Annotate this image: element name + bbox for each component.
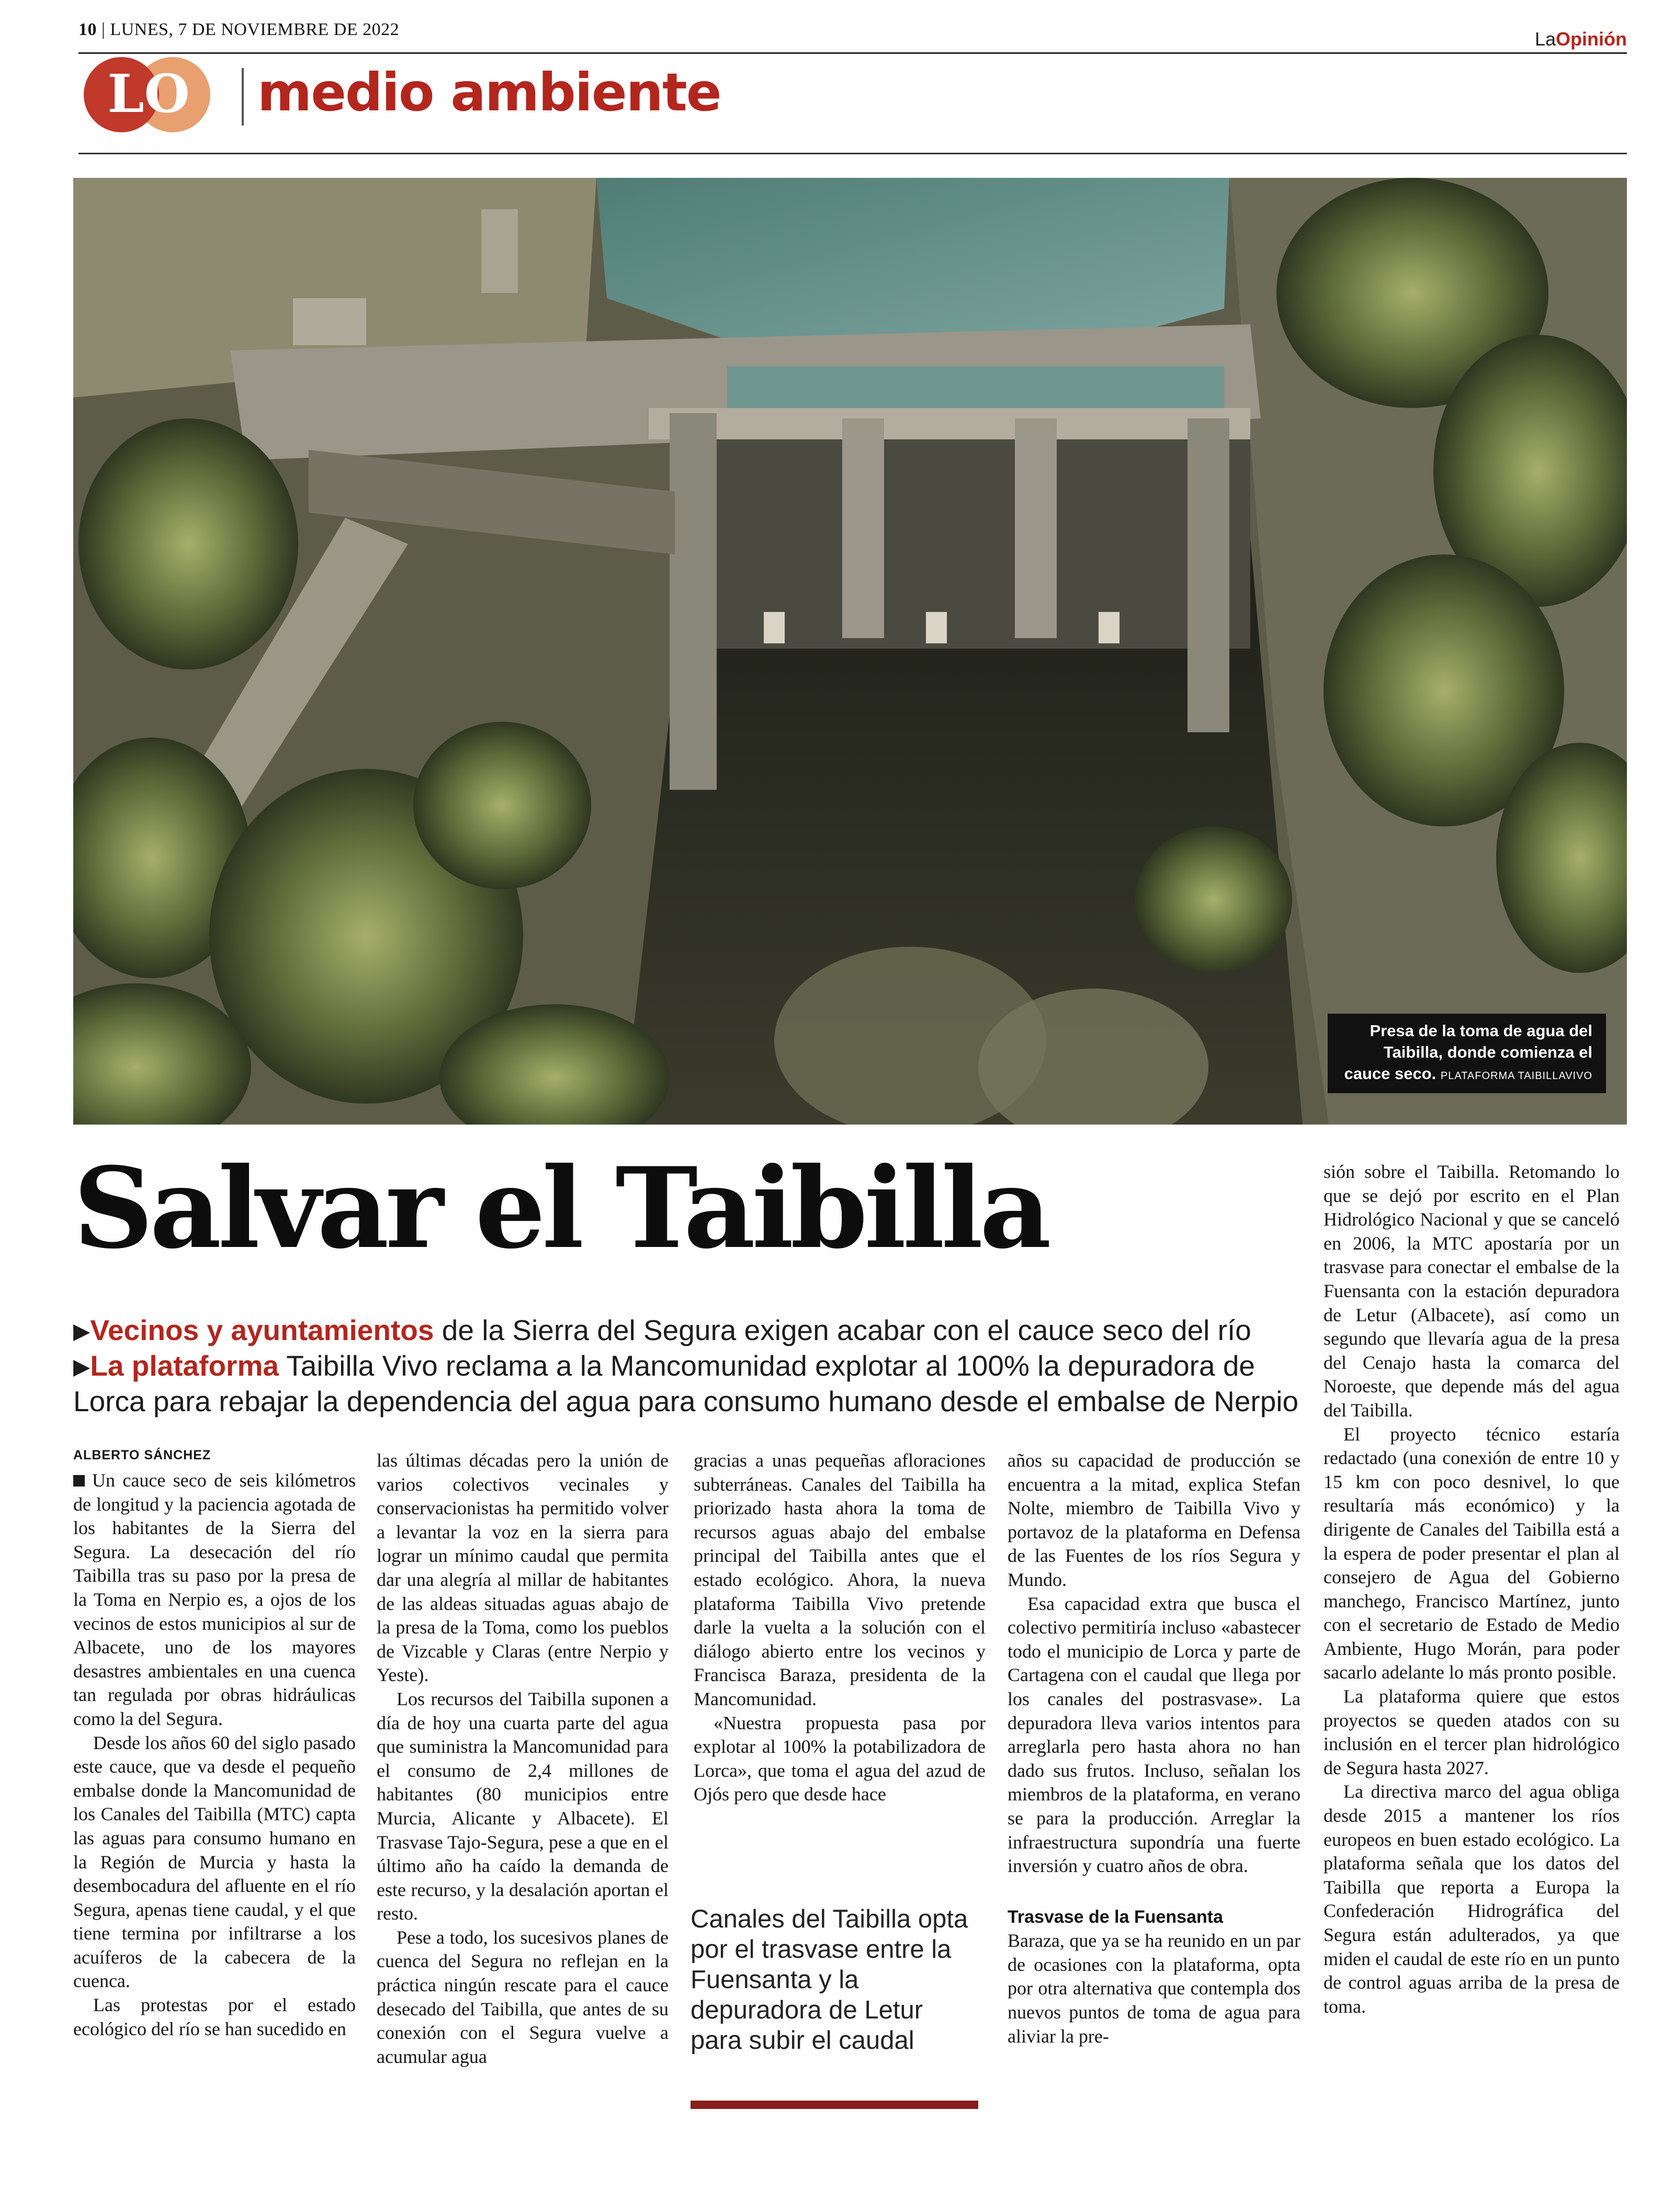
newspaper-brand	[1535, 28, 1627, 50]
paragraph: Desde los años 60 del siglo pasado este cauce, que va desde el pequeño embalse donde la Mancomunidad de los Canales del Taibilla (MTC) capta las aguas para consumo humano en la Región de Murcia y hasta la desembocadura del afluente en el río Segura, apenas tiene caudal, y el que tiene termina por infiltrarse a los acuíferos de la cabecera de la cuenca.	[73, 1732, 356, 1992]
photo-credit: PLATAFORMA TAIBILLAVIVO	[1440, 1070, 1592, 1082]
column-4	[1008, 1449, 1300, 2048]
subhead-2-keyword: La plataforma	[90, 1349, 279, 1382]
top-rule	[78, 52, 1627, 54]
headline: Salvar el Taibilla	[73, 1143, 1048, 1273]
paragraph	[73, 1469, 356, 1731]
paragraph: Baraza, que ya se ha reunido en un par de ocasiones con la plataforma, opta por otra alternativa que contempla dos nuevos puntos de toma de agua para aliviar la pre-	[1008, 1930, 1300, 2047]
column-1	[73, 1469, 356, 2041]
paragraph: «Nuestra propuesta pasa por explotar al 100% la potabilizadora de Lorca», que toma el agua del azud de Ojós pero que desde hace	[694, 1712, 986, 1805]
paragraph: El proyecto técnico estaría redactado (una conexión de entre 10 y 15 km con poco desnivel, lo que resultaría más económico) y la dirigente de Canales del Taibilla está a la espera de poder presentar el plan al consejero de Agua del Gobierno manchego, Francisco Martínez, junto con el secretario de Estado de Medio Ambiente, Hugo Morán, para poder sacarlo adelante lo más pronto posible.	[1324, 1423, 1620, 1683]
byline: ALBERTO SÁNCHEZ	[73, 1448, 211, 1462]
paragraph: Pese a todo, los sucesivos planes de cuenca del Segura no reflejan en la práctica ningún rescate para el cauce desecado del Taibilla, que antes de su conexión con el Segura vuelve a acumular agua	[377, 1926, 669, 2067]
folio-separator: |	[101, 20, 110, 39]
arrow-right-icon: ▶	[73, 1319, 91, 1343]
subhead-2	[73, 1348, 1308, 1419]
issue-date: LUNES, 7 DE NOVIEMBRE DE 2022	[110, 20, 400, 39]
section-separator	[242, 68, 244, 126]
paragraph: La directiva marco del agua obliga desde 2015 a mantener los ríos europeos en buen estado ecológico. La plataforma señala que los datos del Taibilla que reporta a Europa la Confederación Hidrográfica del Segura están adulterados, ya que miden el caudal de este río en un punto de control aguas arriba de la presa de toma.	[1324, 1781, 1620, 2017]
intertitle: Trasvase de la Fuensanta	[1008, 1907, 1223, 1927]
paragraph: sión sobre el Taibilla. Retomando lo que se dejó por escrito en el Plan Hidrológico Nacional y que se canceló en 2006, la MTC apostaría por un trasvase para conectar el embalse de la Fuensanta con la estación depuradora de Letur (Albacete), así como un segundo que llevaría agua de la presa del Cenajo hasta la comarca del Noroeste, que depende más del agua del Taibilla.	[1324, 1161, 1620, 1421]
column-5	[1324, 1160, 1620, 2018]
section-logo	[78, 55, 222, 134]
paragraph: las últimas décadas pero la unión de varios colectivos vecinales y conservacionistas ha permitido volver a levantar la voz en la sierra para lograr un mínimo caudal que permita dar una alegría al millar de habitantes de las aldeas situadas aguas abajo de la presa de la Toma, como los pueblos de Vizcable y Claras (entre Nerpio y Yeste).	[377, 1450, 669, 1686]
square-bullet-icon	[73, 1475, 85, 1487]
paragraph: Las protestas por el estado ecológico del río se han sucedido en	[73, 1994, 356, 2039]
subhead-1-keyword: Vecinos y ayuntamientos	[90, 1314, 434, 1346]
paragraph: La plataforma quiere que estos proyectos se queden atados con su inclusión en el tercer plan hidrológico de Segura hasta 2027.	[1324, 1686, 1620, 1778]
page-folio	[78, 20, 399, 40]
paragraph-text: Un cauce seco de seis kilómetros de longitud y la paciencia agotada de los habitantes de la Sierra del Segura. La desecación del río Taibilla tras su paso por la presa de la Toma en Nerpio es, a ojos de los vecinos de estos municipios al sur de Albacete, uno de los mayores desastres ambientales en una cuenca tan regulada por obras hidráulicas como la del Segura.	[73, 1470, 356, 1729]
brand-name: Opinión	[1556, 28, 1627, 50]
page-number: 10	[78, 20, 97, 39]
subhead-2-tail: Lorca para rebajar la dependencia del agua para consumo humano desde el embalse de Nerpio	[73, 1385, 1299, 1417]
paragraph: Esa capacidad extra que busca el colectivo permitiría incluso «abastecer todo el municipio de Lorca y parte de Cartagena con el caudal que llega por los canales del postrasvase». La depuradora lleva varios intentos para arreglarla pero hasta ahora no han dado sus frutos. Incluso, señalan los miembros de la plataforma, en verano se para la producción. Arreglar la infraestructura supondría una fuerte inversión y cuatro años de obra.	[1008, 1593, 1300, 1877]
section-title: medio ambiente	[257, 62, 721, 123]
paragraph: años su capacidad de producción se encuentra a la mitad, explica Stefan Nolte, miembro de Taibilla Vivo y portavoz de la plataforma en Defensa de las Fuentes de los ríos Segura y Mundo.	[1008, 1450, 1300, 1590]
paragraph: gracias a unas pequeñas afloraciones subterráneas. Canales del Taibilla ha priorizado hasta ahora la toma de recursos aguas abajo del embalse principal del Taibilla antes que el estado ecológico. Ahora, la nueva plataforma Taibilla Vivo pretende darle la vuelta a la solución con el diálogo abierto entre los vecinos y Francisca Baraza, presidenta de la Mancomunidad.	[694, 1450, 986, 1709]
subhead-1-text: de la Sierra del Segura exigen acabar con el cauce seco del río	[434, 1314, 1251, 1346]
subhead-1	[73, 1313, 1308, 1348]
brand-prefix: La	[1534, 28, 1556, 50]
paragraph: Los recursos del Taibilla suponen a día de hoy una cuarta parte del agua que suministra la Mancomunidad para el consumo de 2,4 millones de habitantes (80 municipios entre Murcia, Alicante y Albacete). El Trasvase Tajo-Segura, pese a que en el último año ha caído la demanda de este recurso, y la desalación aportan el resto.	[377, 1688, 669, 1924]
caption-text: Presa de la toma de agua del Taibilla, donde comienza el cauce seco.	[1344, 1022, 1592, 1083]
header-rule	[78, 153, 1627, 154]
dam-illustration	[73, 178, 1627, 1125]
subheads	[73, 1313, 1308, 1419]
logo-text: LO	[107, 63, 190, 124]
dam-photo	[73, 178, 1627, 1125]
column-3	[694, 1449, 986, 1807]
arrow-right-icon: ▶	[73, 1354, 91, 1379]
column-2	[377, 1449, 669, 2069]
subhead-2-text: Taibilla Vivo reclama a la Mancomunidad explotar al 100% la depuradora de	[278, 1349, 1255, 1382]
pull-quote-bar	[691, 2101, 978, 2109]
photo-caption	[1328, 1014, 1606, 1093]
pull-quote: Canales del Taibilla opta por el trasvase entre la Fuensanta y la depuradora de Letur para subir el caudal	[691, 1905, 968, 2055]
